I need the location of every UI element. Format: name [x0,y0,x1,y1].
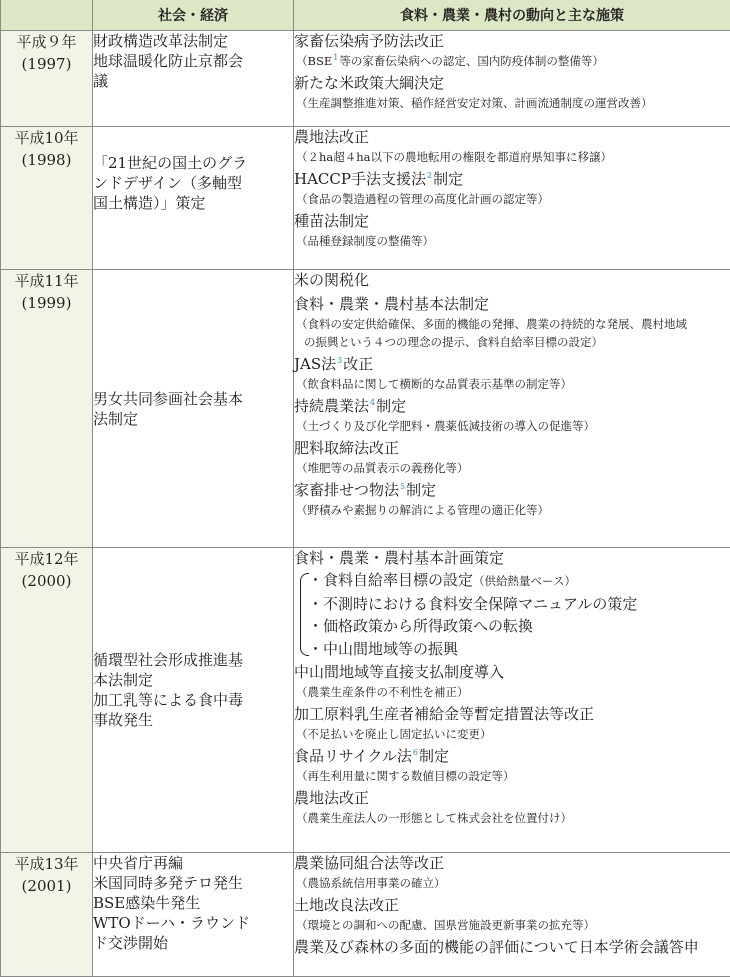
policy-item [294,169,730,208]
society-line: 米国同時多発テロ発生 [93,873,293,893]
footnote-marker: 2 [427,171,432,180]
policy-note: （環境との調和への配慮、国県営施設更新事業の拡充等） [294,916,730,934]
society-line: 循環型社会形成推進基 [93,650,293,670]
society-line: 事故発生 [93,710,293,730]
policy-title: 新たな米政策大綱決定 [294,73,730,94]
society-cell [93,270,294,548]
policy-item [294,662,730,701]
era-year: (1997) [1,53,92,75]
policy-item [294,31,730,70]
policy-note: の振興という４つの理念の提示、食料自給率目標の設定） [294,333,730,351]
era-cell [1,548,93,853]
policy-cell [294,127,730,270]
era-cell [1,31,93,127]
society-line: 本法制定 [93,670,293,690]
policy-note: （食品の製造過程の管理の高度化計画の認定等） [294,190,730,208]
row-h10 [1,127,730,270]
policy-item [294,127,730,166]
society-line: 地球温暖化防止京都会 [93,51,293,71]
society-line: 国土構造）」策定 [93,193,293,213]
society-cell [93,127,294,270]
policy-note: （野積みや素掘りの解消による管理の適正化等） [294,501,730,519]
policy-note: （不足払いを廃止し固定払いに変更） [294,725,730,743]
era-cell [1,270,93,548]
society-cell [93,31,294,127]
policy-item [294,354,730,393]
society-line: WTOドーハ・ラウンド [93,913,293,933]
society-line: 「21世紀の国土のグラ [93,153,293,173]
header-row [1,0,730,31]
policy-title: 農地法改正 [294,127,730,148]
header-society: 社会・経済 [93,0,294,31]
policy-note: （品種登録制度の整備等） [294,232,730,250]
society-line: 議 [93,71,293,91]
footnote-marker: 3 [337,356,342,365]
header-era [1,0,93,31]
era-cell [1,127,93,270]
policy-item [294,895,730,934]
policy-title: 種苗法制定 [294,211,730,232]
policy-note: （土づくり及び化学肥料・農薬低減技術の導入の促進等） [294,417,730,435]
plan-bullet: ・中山間地域等の振興 [308,638,730,661]
policy-title: 農地法改正 [294,788,730,809]
row-h9 [1,31,730,127]
footnote-marker: 4 [370,398,375,407]
policy-item [294,853,730,892]
policy-title: 加工原料乳生産者補給金等暫定措置法等改正 [294,704,730,725]
policy-item [294,211,730,250]
policy-title: 米の関税化 [294,270,730,291]
era-label: 平成12年 [1,548,92,570]
era-year: (2000) [1,570,92,592]
policy-note: （農業生産法人の一形態として株式会社を位置付け） [294,809,730,827]
footnote-marker: 5 [400,482,405,491]
row-h13 [1,853,730,977]
plan-bullets [300,569,730,660]
era-cell [1,853,93,977]
plan-bullet: ・価格政策から所得政策への転換 [308,615,730,638]
policy-item [294,396,730,435]
society-line: ンドデザイン（多軸型 [93,173,293,193]
society-cell [93,548,294,853]
policy-item [294,788,730,827]
policy-note: （生産調整推進対策、稲作経営安定対策、計画流通制度の運営改善） [294,94,730,112]
policy-title: 家畜排せつ物法$^5$制定 [294,480,730,501]
plan-bullet: ・食料自給率目標の設定（供給熱量ベース） [308,569,730,593]
policy-item [294,294,730,351]
policy-note: （堆肥等の品質表示の義務化等） [294,459,730,477]
society-line: 財政構造改革法制定 [93,31,293,51]
policy-note: （農協系統信用事業の確立） [294,874,730,892]
society-cell [93,853,294,977]
policy-title: 土地改良法改正 [294,895,730,916]
policy-note: （再生利用量に関する数値目標の設定等） [294,767,730,785]
policy-item [294,548,730,569]
society-line: 法制定 [93,409,293,429]
policy-item [294,937,730,958]
policy-title: 食料・農業・農村基本計画策定 [294,548,730,569]
policy-title: 持続農業法$^4$制定 [294,396,730,417]
plan-bullet: ・不測時における食料安全保障マニュアルの策定 [308,593,730,616]
society-line: ド交渉開始 [93,933,293,953]
bracket-shape [300,573,309,656]
policy-item [294,270,730,291]
policy-title: HACCP手法支援法$^2$制定 [294,169,730,190]
policy-note: （BSE$^1$等の家畜伝染病への認定、国内防疫体制の整備等） [294,52,730,70]
society-line: 加工乳等による食中毒 [93,690,293,710]
era-label: 平成９年 [1,31,92,53]
row-h11 [1,270,730,548]
era-year: (2001) [1,875,92,897]
society-line: 男女共同参画社会基本 [93,389,293,409]
row-h12 [1,548,730,853]
policy-title: 中山間地域等直接支払制度導入 [294,662,730,683]
policy-cell [294,853,730,977]
footnote-marker: 6 [413,748,418,757]
policy-cell [294,270,730,548]
footnote-marker: 1 [333,53,338,62]
policy-item [294,480,730,519]
era-year: (1999) [1,292,92,314]
policy-title: 肥料取締法改正 [294,438,730,459]
policy-item [294,73,730,112]
policy-note: （食料の安定供給確保、多面的機能の発揮、農業の持続的な発展、農村地域 [294,315,730,333]
era-label: 平成10年 [1,127,92,149]
policy-note: （飲食料品に関して横断的な品質表示基準の制定等） [294,375,730,393]
policy-title: 食品リサイクル法$^6$制定 [294,746,730,767]
policy-note: （２ha超４ha以下の農地転用の権限を都道府県知事に移譲） [294,148,730,166]
society-line: BSE感染牛発生 [93,893,293,913]
policy-note: （農業生産条件の不利性を補正） [294,683,730,701]
header-policy: 食料・農業・農村の動向と主な施策 [294,0,730,31]
policy-title: 農業協同組合法等改正 [294,853,730,874]
society-line: 中央省庁再編 [93,853,293,873]
era-year: (1998) [1,149,92,171]
era-label: 平成13年 [1,853,92,875]
policy-item [294,746,730,785]
policy-title: 農業及び森林の多面的機能の評価について日本学術会議答申 [294,937,730,958]
policy-item [294,704,730,743]
policy-item [294,438,730,477]
policy-cell [294,548,730,853]
policy-cell [294,31,730,127]
policy-title: 食料・農業・農村基本法制定 [294,294,730,315]
policy-title: JAS法$^3$改正 [294,354,730,375]
era-label: 平成11年 [1,270,92,292]
policy-title: 家畜伝染病予防法改正 [294,31,730,52]
